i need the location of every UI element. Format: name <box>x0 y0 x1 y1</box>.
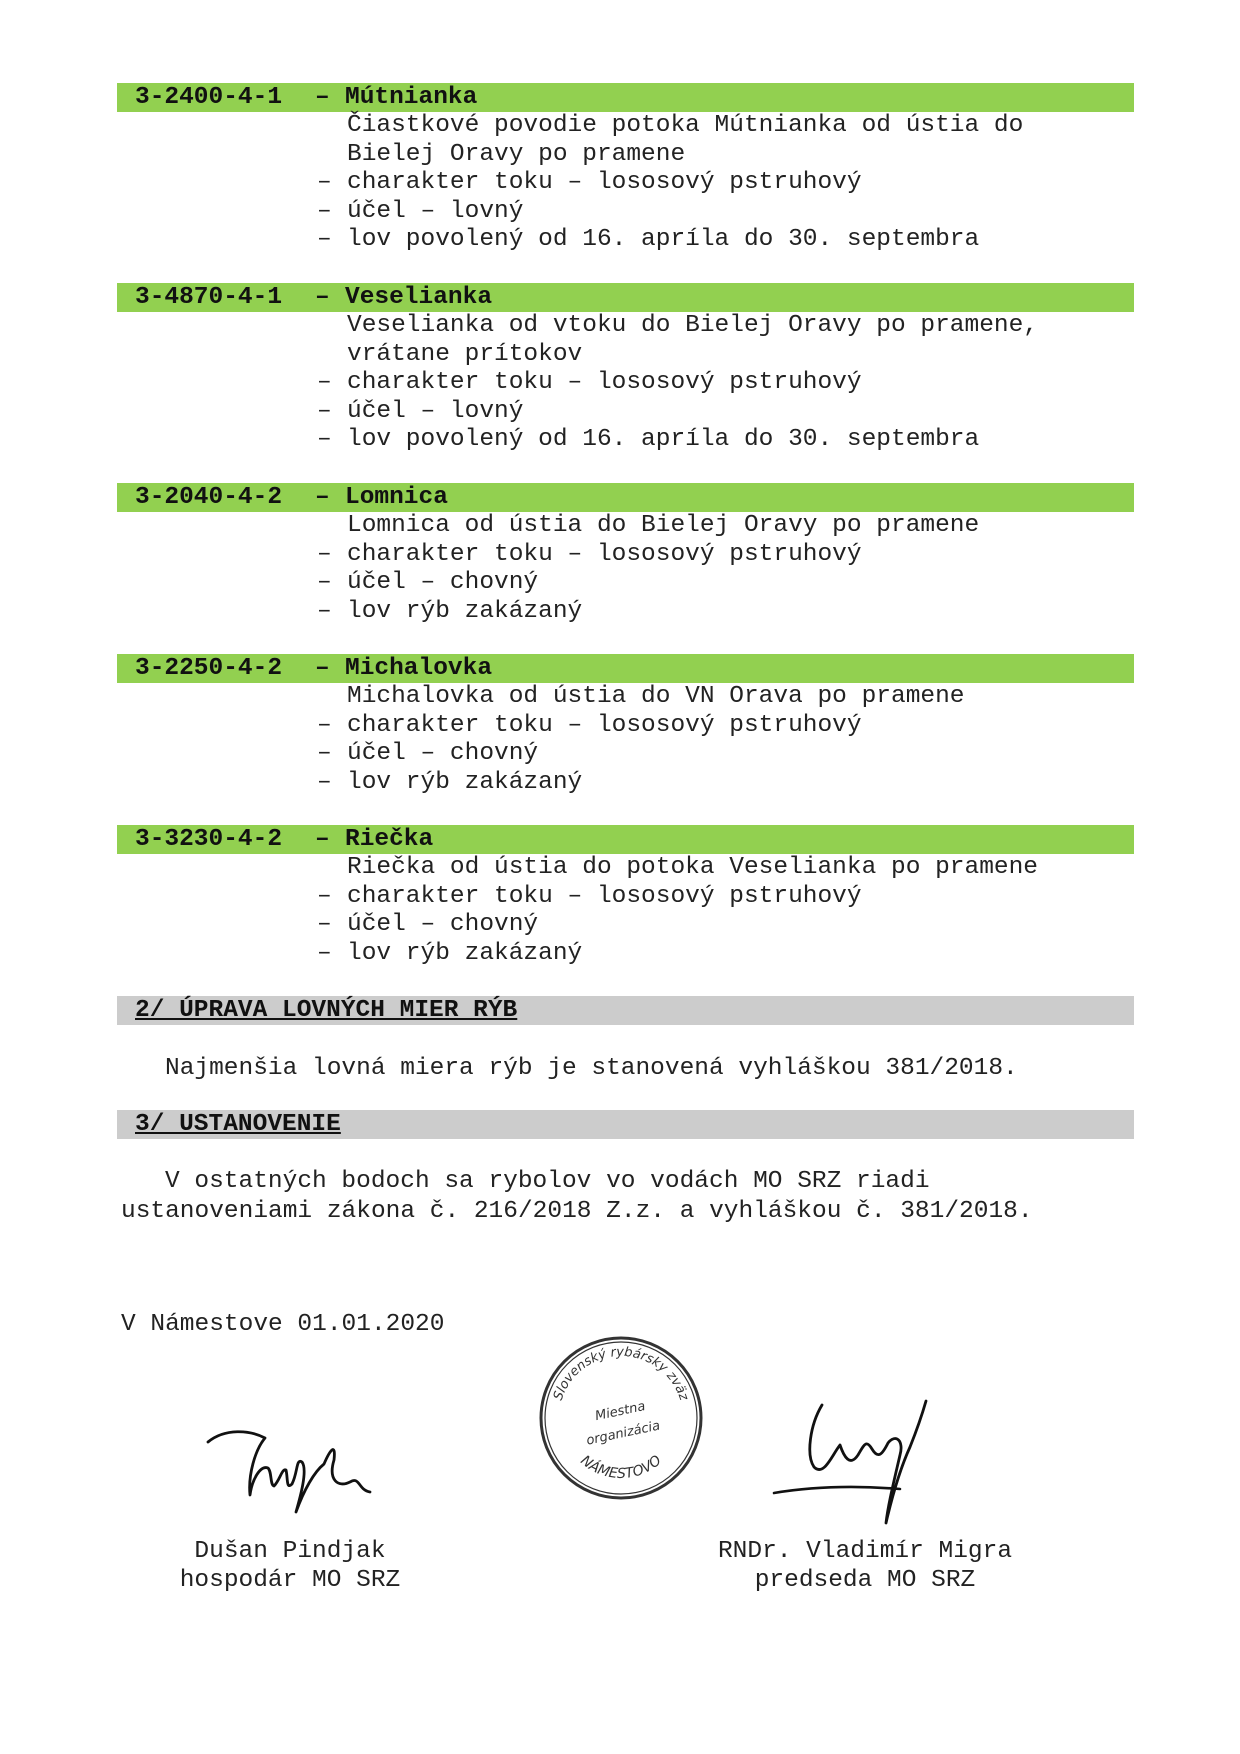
water-description-line: Veselianka od vtoku do Bielej Oravy po pramene, <box>347 312 1039 339</box>
signatory-right-role: predseda MO SRZ <box>754 1567 976 1594</box>
water-description-line: Čiastkové povodie potoka Mútnianka od ústia do <box>347 112 1024 139</box>
water-detail-line: – lov povolený od 16. apríla do 30. septembra <box>317 426 980 453</box>
water-detail-line: – charakter toku – lososový pstruhový <box>317 540 862 568</box>
water-detail-line: – charakter toku – lososový pstruhový <box>317 711 862 739</box>
water-dash: – <box>315 655 330 682</box>
water-header <box>117 83 1134 112</box>
water-dash: – <box>315 484 330 511</box>
section-heading-3 <box>117 1110 1134 1139</box>
water-detail-line: – účel – chovný <box>317 740 539 767</box>
svg-text:NÁMESTOVO: NÁMESTOVO <box>577 1452 665 1483</box>
signatory-left <box>140 1537 440 1595</box>
section-3-line-1: V ostatných bodoch sa rybolov vo vodách MO SRZ riadi <box>165 1168 930 1195</box>
water-detail-line: – lov povolený od 16. apríla do 30. septembra <box>317 226 980 253</box>
water-detail-line: – účel – chovný <box>317 911 539 938</box>
water-detail-line: – charakter toku – lososový pstruhový <box>317 369 862 396</box>
water-dash: – <box>315 284 330 311</box>
section-heading-text: 2/ ÚPRAVA LOVNÝCH MIER RÝB <box>135 997 518 1024</box>
water-code: 3-2250-4-2 <box>135 655 283 682</box>
svg-text:Miestna: Miestna <box>593 1398 647 1425</box>
water-name: Lomnica <box>345 484 448 511</box>
water-detail-line: – lov rýb zakázaný <box>317 597 583 625</box>
water-description-line: vrátane prítokov <box>347 340 583 368</box>
water-description-line: Lomnica od ústia do Bielej Oravy po pramene <box>347 512 980 539</box>
signatory-left-role: hospodár MO SRZ <box>179 1567 401 1594</box>
water-header <box>117 283 1134 312</box>
water-section-mutnianka <box>117 83 1134 255</box>
water-section-veselianka <box>117 283 1134 455</box>
water-detail-line: – účel – lovný <box>317 397 524 425</box>
water-description-line: Riečka od ústia do potoka Veselianka po pramene <box>347 854 1039 881</box>
section-2-text: Najmenšia lovná miera rýb je stanovená vyhláškou 381/2018. <box>165 1055 1018 1082</box>
water-section-michalovka <box>117 654 1134 797</box>
water-name: Riečka <box>345 826 434 853</box>
signature-left <box>200 1420 380 1525</box>
water-dash: – <box>315 84 330 111</box>
organization-stamp <box>538 1335 704 1501</box>
water-name: Mútnianka <box>345 84 478 111</box>
water-detail-line: – účel – chovný <box>317 569 539 596</box>
signature-right <box>770 1385 940 1530</box>
water-detail-line: – lov rýb zakázaný <box>317 939 583 967</box>
water-detail-line: – charakter toku – lososový pstruhový <box>317 882 862 910</box>
water-name: Michalovka <box>345 655 493 682</box>
water-code: 3-3230-4-2 <box>135 826 283 853</box>
svg-text:organizácia: organizácia <box>585 1418 662 1449</box>
water-code: 3-2400-4-1 <box>135 84 283 111</box>
section-heading-text: 3/ USTANOVENIE <box>135 1111 341 1138</box>
water-dash: – <box>315 826 330 853</box>
signatory-left-name: Dušan Pindjak <box>194 1538 386 1565</box>
section-heading-2 <box>117 996 1134 1025</box>
water-detail-line: – lov rýb zakázaný <box>317 768 583 796</box>
water-description-line: Bielej Oravy po pramene <box>347 140 686 168</box>
section-3-line-2: ustanoveniami zákona č. 216/2018 Z.z. a vyhláškou č. 381/2018. <box>121 1198 1033 1225</box>
water-header <box>117 483 1134 512</box>
water-header <box>117 654 1134 683</box>
water-name: Veselianka <box>345 284 493 311</box>
water-detail-line: – charakter toku – lososový pstruhový <box>317 169 862 196</box>
water-description-line: Michalovka od ústia do VN Orava po pramene <box>347 683 965 710</box>
water-code: 3-4870-4-1 <box>135 284 283 311</box>
water-section-riecka <box>117 825 1134 968</box>
place-date: V Námestove 01.01.2020 <box>121 1311 445 1338</box>
signatory-right-name: RNDr. Vladimír Migra <box>717 1538 1013 1565</box>
water-header <box>117 825 1134 854</box>
water-section-lomnica <box>117 483 1134 626</box>
svg-text:Slovenský rybársky zväz: Slovenský rybársky zväz <box>550 1344 692 1403</box>
water-code: 3-2040-4-2 <box>135 484 283 511</box>
signatory-right <box>700 1537 1030 1595</box>
water-detail-line: – účel – lovný <box>317 197 524 225</box>
